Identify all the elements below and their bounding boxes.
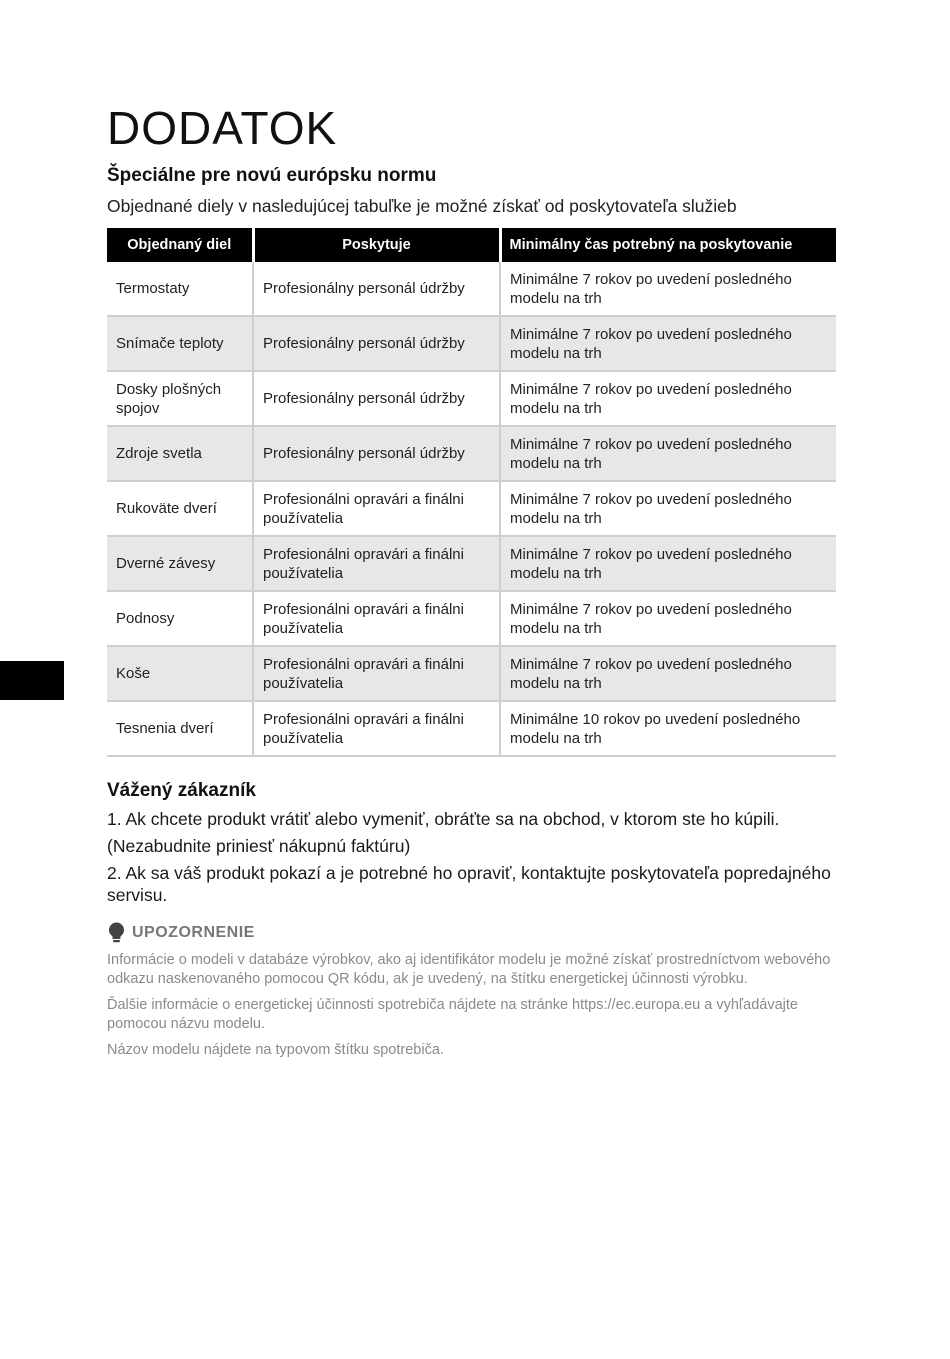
table-row	[107, 481, 836, 536]
customer-paragraph: 2. Ak sa váš produkt pokazí a je potrebné ho opraviť, kontaktujte poskytovateľa popredajného servisu.	[107, 863, 831, 905]
cell-part: Tesnenia dverí	[107, 701, 253, 756]
cell-part: Rukoväte dverí	[107, 481, 253, 536]
customer-paragraph: 1. Ak chcete produkt vrátiť alebo vymeniť, obráťte sa na obchod, v ktorom ste ho kúpili.	[107, 809, 780, 829]
cell-time: Minimálne 7 rokov po uvedení posledného modelu na trh	[500, 262, 836, 316]
appendix-content	[107, 100, 836, 1060]
cell-provider: Profesionálni opravári a finálni používatelia	[253, 591, 500, 646]
table-row	[107, 316, 836, 371]
cell-time: Minimálne 7 rokov po uvedení posledného modelu na trh	[500, 646, 836, 701]
notice-paragraph: Informácie o modeli v databáze výrobkov, ako aj identifikátor modelu je možné získať prostredníctvom webového odkazu naskenovaného pomocou QR kódu, ak je uvedený, na štítku energetickej účinnosti výrobku.	[107, 952, 831, 987]
cell-provider: Profesionálny personál údržby	[253, 262, 500, 316]
cell-part: Zdroje svetla	[107, 426, 253, 481]
header-minimum-time: Minimálny čas potrebný na poskytovanie	[500, 228, 836, 262]
table-row	[107, 262, 836, 316]
customer-paragraph: (Nezabudnite priniesť nákupnú faktúru)	[107, 836, 411, 856]
cell-part: Koše	[107, 646, 253, 701]
cell-part: Dosky plošných spojov	[107, 371, 253, 426]
notice-paragraph: Názov modelu nájdete na typovom štítku spotrebiča.	[107, 1042, 444, 1058]
notice-paragraph: Ďalšie informácie o energetickej účinnosti spotrebiča nájdete na stránke https://ec.europa.eu a vyhľadávajte pomocou názvu modelu.	[107, 997, 798, 1032]
table-row	[107, 646, 836, 701]
section-subtitle: Špeciálne pre novú európsku normu	[107, 165, 437, 186]
spare-parts-table	[107, 228, 836, 757]
cell-provider: Profesionálni opravári a finálni používatelia	[253, 481, 500, 536]
cell-time: Minimálne 7 rokov po uvedení posledného modelu na trh	[500, 481, 836, 536]
notice-label: UPOZORNENIE	[132, 924, 255, 941]
intro-text: Objednané diely v nasledujúcej tabuľke je možné získať od poskytovateľa služieb	[107, 196, 737, 216]
notice-header	[107, 922, 836, 944]
table-header-row	[107, 228, 836, 262]
cell-time: Minimálne 7 rokov po uvedení posledného modelu na trh	[500, 536, 836, 591]
cell-time: Minimálne 7 rokov po uvedení posledného modelu na trh	[500, 371, 836, 426]
cell-provider: Profesionálny personál údržby	[253, 316, 500, 371]
cell-part: Dverné závesy	[107, 536, 253, 591]
lightbulb-icon	[107, 922, 126, 944]
cell-part: Termostaty	[107, 262, 253, 316]
cell-time: Minimálne 7 rokov po uvedení posledného modelu na trh	[500, 426, 836, 481]
cell-provider: Profesionálny personál údržby	[253, 371, 500, 426]
section-side-tab	[0, 661, 64, 700]
cell-part: Podnosy	[107, 591, 253, 646]
table-row	[107, 371, 836, 426]
page-title: DODATOK	[107, 102, 338, 154]
customer-heading: Vážený zákazník	[107, 780, 256, 801]
table-row	[107, 536, 836, 591]
cell-part: Snímače teploty	[107, 316, 253, 371]
table-row	[107, 591, 836, 646]
table-row	[107, 426, 836, 481]
cell-time: Minimálne 10 rokov po uvedení posledného modelu na trh	[500, 701, 836, 756]
header-provider: Poskytuje	[253, 228, 500, 262]
cell-provider: Profesionálni opravári a finálni používatelia	[253, 646, 500, 701]
cell-time: Minimálne 7 rokov po uvedení posledného modelu na trh	[500, 316, 836, 371]
table-row	[107, 701, 836, 756]
header-ordered-part: Objednaný diel	[107, 228, 253, 262]
cell-time: Minimálne 7 rokov po uvedení posledného modelu na trh	[500, 591, 836, 646]
cell-provider: Profesionálny personál údržby	[253, 426, 500, 481]
cell-provider: Profesionálni opravári a finálni používatelia	[253, 536, 500, 591]
cell-provider: Profesionálni opravári a finálni používatelia	[253, 701, 500, 756]
